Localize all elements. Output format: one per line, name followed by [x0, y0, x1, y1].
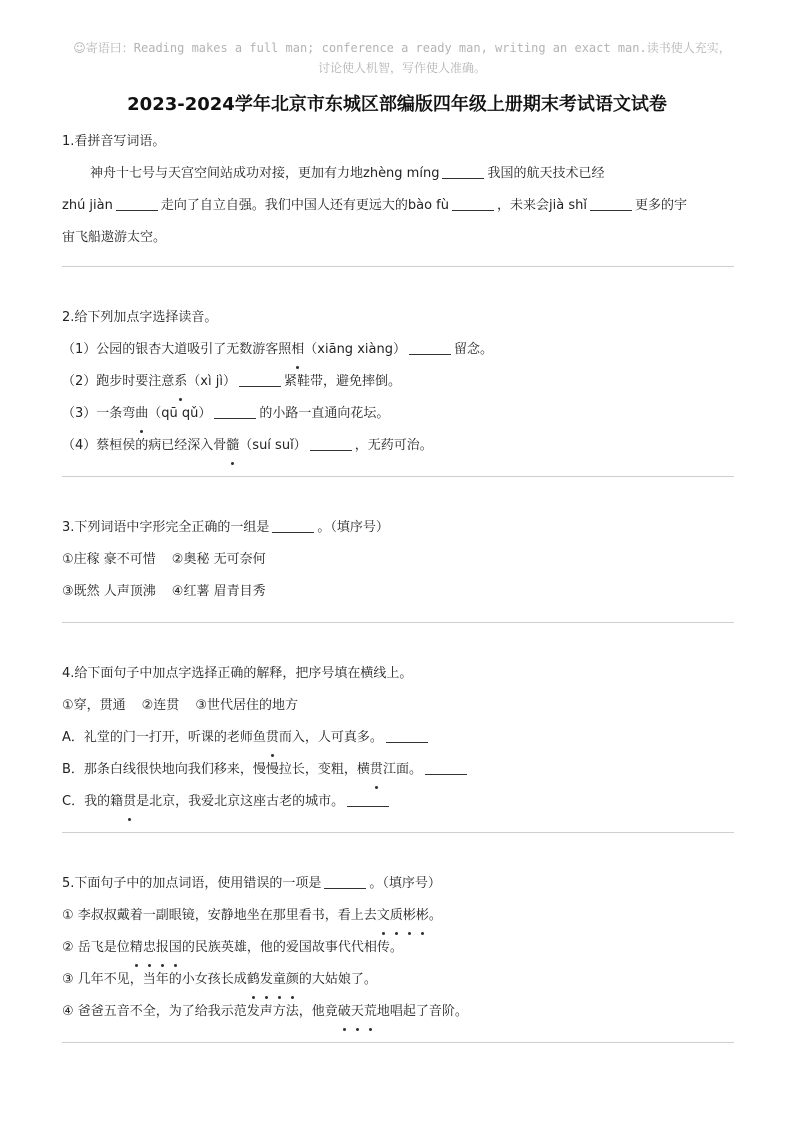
question-1-line-1: 神舟十七号与天宫空间站成功对接，更加有力地zhèng míng 我国的航天技术已经	[90, 166, 605, 181]
dotted-char: 贯	[370, 754, 383, 786]
dotted-char: 报	[156, 932, 169, 964]
answer-blank[interactable]	[386, 728, 428, 743]
question-4-sentence-a: A．礼堂的门一打开，听课的老师鱼贯而入，人可真多。	[62, 722, 742, 754]
question-4-meanings: ①穿，贯通 ②连贯 ③世代居住的地方	[62, 698, 298, 713]
page-title: 2023-2024学年北京市东城区部编版四年级上册期末考试语文试卷	[127, 94, 667, 115]
question-4	[62, 658, 742, 818]
question-1-line-3: 宙飞船遨游太空。	[62, 230, 167, 245]
question-3-options-row-1: ①庄稼 豪不可惜 ②奥秘 无可奈何	[62, 552, 266, 567]
question-1-line-2: zhú jiàn 走向了自立自强。我们中国人还有更远大的bào fù ，未来会jià shǐ 更多的宇	[62, 198, 687, 213]
answer-blank[interactable]	[442, 164, 484, 179]
dotted-char: 天	[351, 996, 364, 1028]
dotted-char: 系	[174, 366, 187, 398]
question-5-heading: 5.下面句子中的加点词语，使用错误的一项是 。（填序号）	[62, 876, 441, 891]
question-5-option-2: ② 岳飞是位精忠报国的民族英雄，他的爱国故事代代相传。	[62, 932, 742, 964]
question-2	[62, 302, 742, 462]
dotted-char: 忠	[143, 932, 156, 964]
dotted-char: 质	[390, 900, 403, 932]
answer-blank[interactable]	[425, 760, 467, 775]
dotted-char: 童	[273, 964, 286, 996]
question-1	[62, 126, 742, 254]
dotted-char: 荒	[364, 996, 377, 1028]
answer-blank[interactable]	[347, 792, 389, 807]
question-3	[62, 512, 742, 608]
question-4-sentence-c: C．我的籍贯是北京，我爱北京这座古老的城市。	[62, 786, 742, 818]
motto-line-2: 讨论使人机智，写作使人准确。	[317, 61, 486, 75]
question-1-heading: 1.看拼音写词语。	[62, 134, 166, 149]
dotted-char: 彬	[416, 900, 429, 932]
dotted-char: 彬	[403, 900, 416, 932]
question-2-item-3: （3）一条弯曲（qū qǔ） 的小路一直通向花坛。	[62, 398, 742, 430]
answer-blank[interactable]	[590, 196, 632, 211]
question-5-option-3: ③ 几年不见，当年的小女孩长成鹤发童颜的大姑娘了。	[62, 964, 742, 996]
answer-blank[interactable]	[272, 518, 314, 533]
motto-header	[40, 38, 764, 78]
dotted-char: 贯	[266, 722, 279, 754]
dotted-char: 颜	[286, 964, 299, 996]
answer-blank[interactable]	[310, 436, 352, 451]
question-5-option-1: ① 李叔叔戴着一副眼镜，安静地坐在那里看书，看上去文质彬彬。	[62, 900, 742, 932]
answer-blank[interactable]	[409, 340, 451, 355]
dotted-char: 相	[291, 334, 304, 366]
answer-blank[interactable]	[239, 372, 281, 387]
smiley-icon: ☺	[73, 41, 86, 55]
dotted-char: 曲	[135, 398, 148, 430]
answer-blank[interactable]	[452, 196, 494, 211]
section-divider	[62, 476, 734, 477]
question-3-options-row-2: ③既然 人声顶沸 ④红薯 眉青目秀	[62, 584, 266, 599]
dotted-char: 国	[169, 932, 182, 964]
section-divider	[62, 832, 734, 833]
answer-blank[interactable]	[214, 404, 256, 419]
question-4-heading: 4.给下面句子中加点字选择正确的解释，把序号填在横线上。	[62, 666, 413, 681]
dotted-char: 贯	[123, 786, 136, 818]
question-2-item-1: （1）公园的银杏大道吸引了无数游客照相（xiāng xiàng） 留念。	[62, 334, 742, 366]
section-divider	[62, 1042, 734, 1043]
section-divider	[62, 622, 734, 623]
dotted-char: 髓	[226, 430, 239, 462]
question-2-item-2: （2）跑步时要注意系（xì jì） 紧鞋带，避免摔倒。	[62, 366, 742, 398]
answer-blank[interactable]	[324, 874, 366, 889]
question-5	[62, 868, 742, 1028]
dotted-char: 精	[130, 932, 143, 964]
question-3-heading: 3.下列词语中字形完全正确的一组是 。（填序号）	[62, 520, 389, 535]
question-4-sentence-b: B．那条白线很快地向我们移来，慢慢拉长，变粗，横贯江面。	[62, 754, 742, 786]
question-5-option-4: ④ 爸爸五音不全，为了给我示范发声方法，他竟破天荒地唱起了音阶。	[62, 996, 742, 1028]
dotted-char: 发	[260, 964, 273, 996]
section-divider	[62, 266, 734, 267]
dotted-char: 文	[377, 900, 390, 932]
dotted-char: 破	[338, 996, 351, 1028]
dotted-char: 鹤	[247, 964, 260, 996]
answer-blank[interactable]	[116, 196, 158, 211]
motto-line-1: ☺寄语曰：Reading makes a full man; conference a ready man, writing an exact man.读书使人充实，	[73, 41, 731, 55]
question-2-heading: 2.给下列加点字选择读音。	[62, 310, 218, 325]
question-2-item-4: （4）蔡桓侯的病已经深入骨髓（suí suǐ） ，无药可治。	[62, 430, 742, 462]
